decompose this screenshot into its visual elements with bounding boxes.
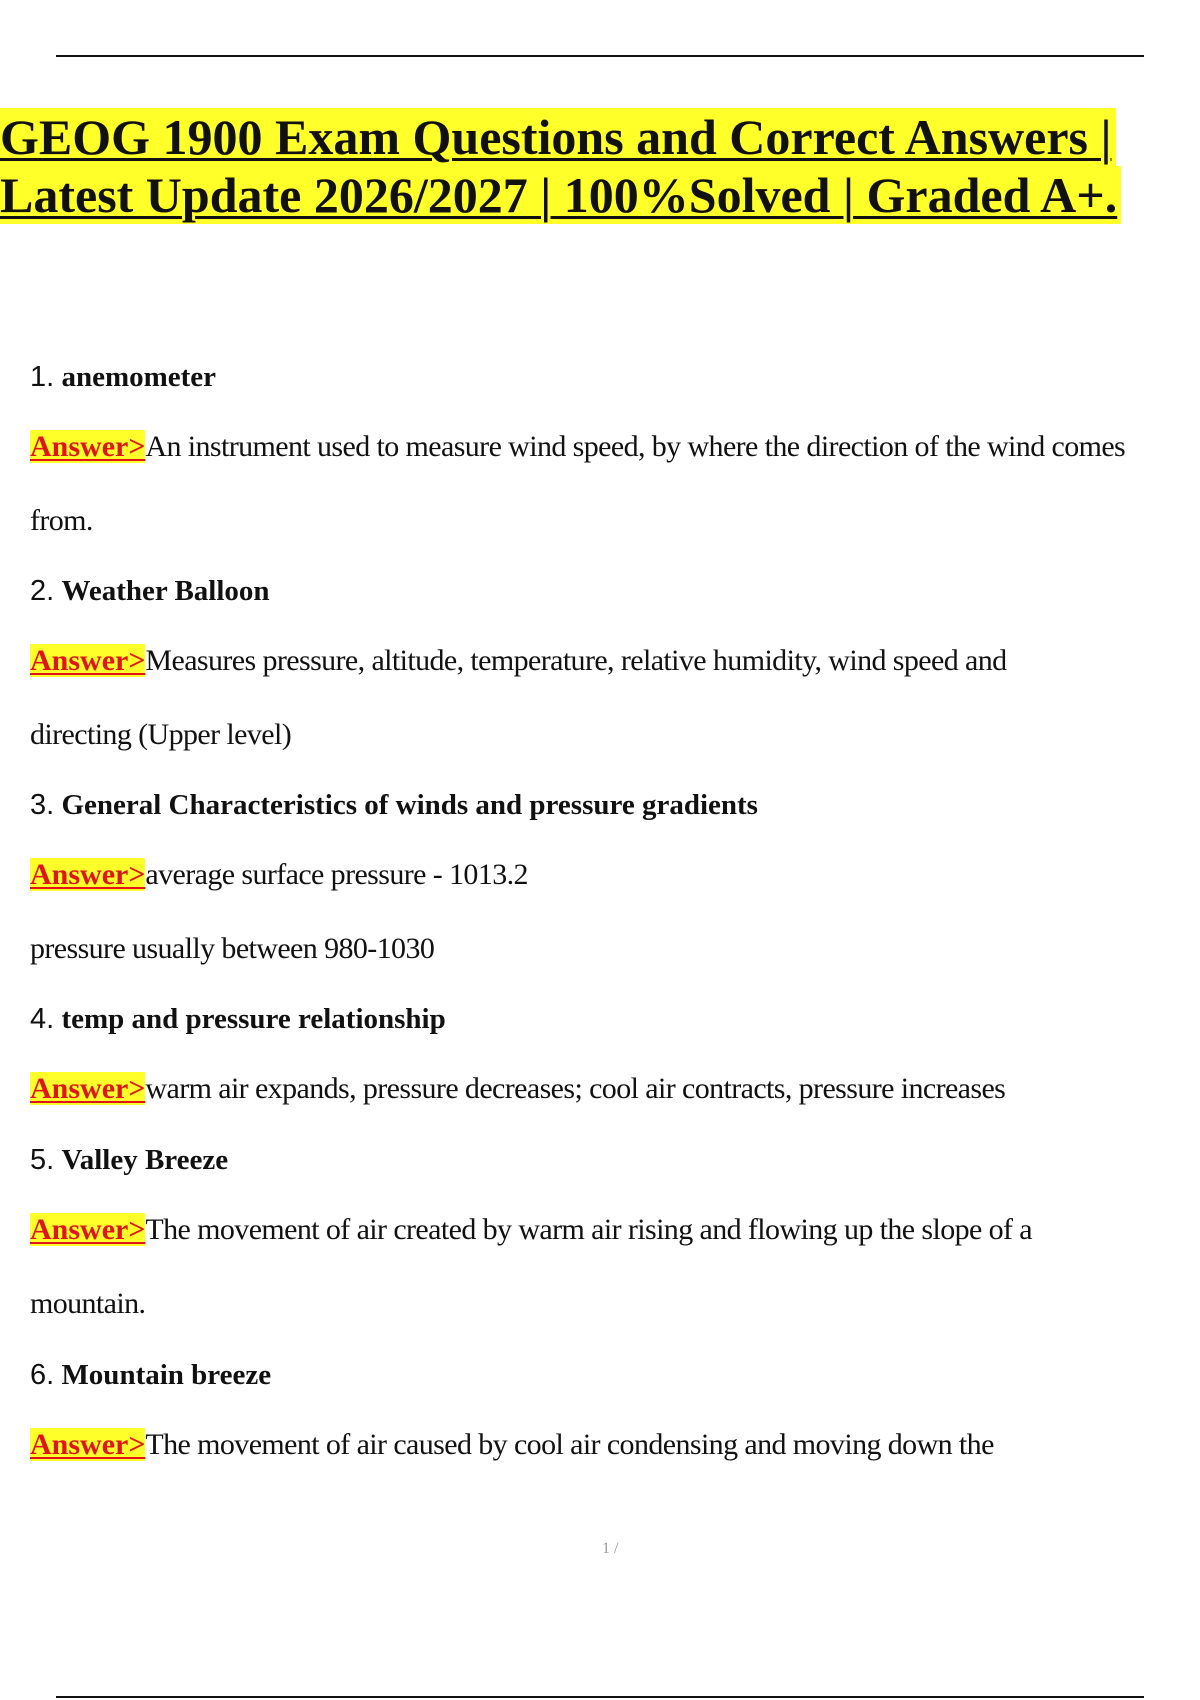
answer-label: Answer> [30,1213,146,1246]
qa-item-2 [30,574,1190,788]
answer-5-line-2: mountain. [30,1287,146,1320]
question-number: 3. [30,789,55,821]
qa-item-1 [30,360,1190,574]
question-number: 4. [30,1003,55,1035]
title-line-1: GEOG 1900 Exam Questions and Correct Answers | [0,108,1116,166]
question-text: Weather Balloon [61,575,270,607]
question-list [30,360,1190,1463]
question-text: anemometer [61,361,217,393]
answer-3-line-1 [30,857,1190,893]
qa-item-5 [30,1143,1190,1358]
question-number: 6. [30,1359,55,1391]
question-5 [30,1143,1190,1177]
answer-label: Answer> [30,858,146,891]
question-text: Mountain breeze [61,1359,272,1391]
question-number: 1. [30,361,55,393]
question-6 [30,1358,1190,1392]
answer-1-line-2: from. [30,504,93,537]
question-3 [30,788,1190,822]
answer-text: The movement of air created by warm air rising and flowing up the slope of a [145,1213,1033,1246]
document-title [0,108,1200,224]
answer-1-line-1 [30,429,1190,465]
answer-text: Measures pressure, altitude, temperature, relative humidity, wind speed and [145,644,1007,677]
bottom-divider [56,1696,1144,1698]
answer-6-line-1 [30,1427,1190,1463]
answer-text: The movement of air caused by cool air condensing and moving down the [145,1428,994,1461]
qa-item-4 [30,1002,1190,1143]
answer-5-line-1 [30,1212,1190,1248]
answer-3-line-2: pressure usually between 980-1030 [30,932,435,965]
answer-label: Answer> [30,1428,146,1461]
question-4 [30,1002,1190,1036]
qa-item-3 [30,788,1190,1002]
answer-label: Answer> [30,1072,146,1105]
answer-2-line-2: directing (Upper level) [30,718,292,751]
title-line-2: Latest Update 2026/2027 | 100%Solved | Graded A+. [0,166,1121,224]
answer-label: Answer> [30,430,146,463]
answer-text: warm air expands, pressure decreases; cool air contracts, pressure increases [145,1072,1006,1105]
answer-text: average surface pressure - 1013.2 [145,858,528,891]
top-divider [56,55,1144,57]
question-number: 2. [30,575,55,607]
answer-2-line-1 [30,643,1190,679]
question-number: 5. [30,1144,55,1176]
answer-4-line-1 [30,1071,1190,1107]
question-text: temp and pressure relationship [61,1003,446,1035]
question-text: Valley Breeze [61,1144,229,1176]
question-1 [30,360,1190,394]
question-text: General Characteristics of winds and pressure gradients [61,789,758,821]
qa-item-6 [30,1358,1190,1463]
answer-text: An instrument used to measure wind speed, by where the direction of the wind comes [145,430,1126,463]
page-number: 1 / [602,1540,619,1557]
question-2 [30,574,1190,608]
answer-label: Answer> [30,644,146,677]
